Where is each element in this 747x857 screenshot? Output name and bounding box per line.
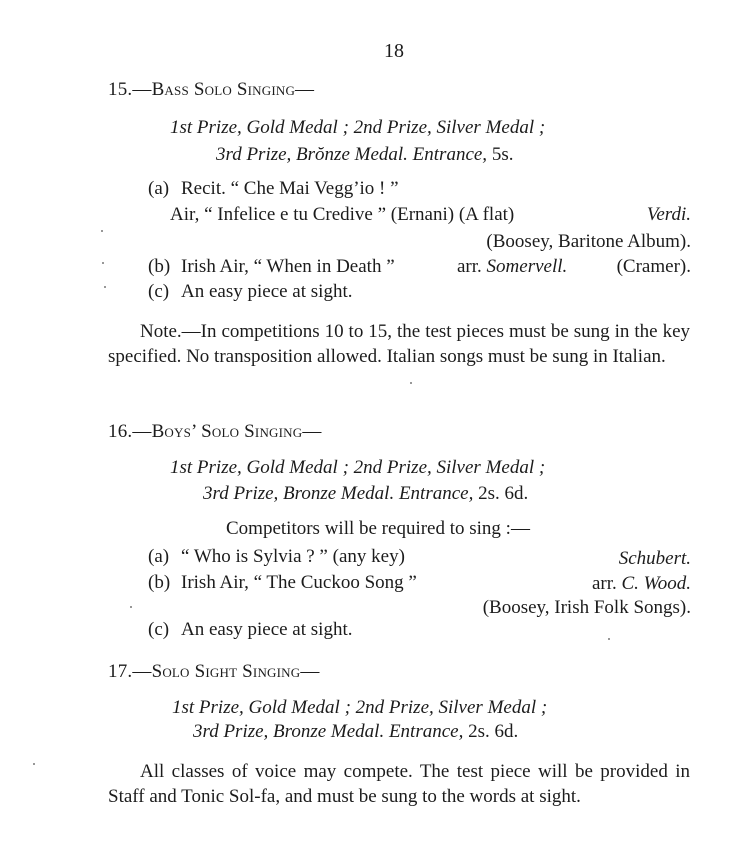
list-item: (a) “ Who is Sylvia ? ” (any key)	[148, 546, 405, 567]
composer-name: Schubert.	[618, 548, 691, 569]
section-title: Solo Sight Singing	[151, 661, 301, 682]
section-15-note: Note.—In competitions 10 to 15, the test pieces must be sung in the key specified. No transposition allowed. Italian songs must be sung in Italian.	[108, 321, 690, 367]
section-16-prizes-line-2: 3rd Prize, Bronze Medal. Entrance, 2s. 6d.	[203, 483, 529, 504]
publisher-note: (Boosey, Baritone Album).	[486, 231, 691, 252]
publisher-note: (Boosey, Irish Folk Songs).	[482, 597, 691, 618]
list-item: (b) Irish Air, “ The Cuckoo Song ”	[148, 572, 417, 593]
scan-speck	[608, 638, 610, 640]
section-number: 17.	[108, 661, 133, 682]
section-15-prizes-line-1: 1st Prize, Gold Medal ; 2nd Prize, Silver Medal ;	[170, 117, 546, 138]
section-title: Bass Solo Singing	[151, 79, 296, 100]
list-item: (c) An easy piece at sight.	[148, 619, 353, 640]
section-17-prizes-line-1: 1st Prize, Gold Medal ; 2nd Prize, Silver Medal ;	[172, 697, 548, 718]
section-16-intro: Competitors will be required to sing :—	[226, 518, 530, 539]
list-item: (b) Irish Air, “ When in Death ”	[148, 256, 395, 277]
scan-speck	[130, 606, 132, 608]
section-17-heading: 17.—Solo Sight Singing—	[108, 661, 320, 682]
scan-speck	[101, 230, 103, 232]
section-number: 16.	[108, 421, 133, 442]
section-number: 15.	[108, 79, 133, 100]
section-15-prizes-line-2: 3rd Prize, Brŏnze Medal. Entrance, 5s.	[216, 144, 514, 165]
page-number: 18	[384, 40, 404, 62]
scan-speck	[33, 763, 35, 765]
section-17-prizes-line-2: 3rd Prize, Bronze Medal. Entrance, 2s. 6d.	[193, 721, 519, 742]
scan-speck	[102, 262, 104, 264]
section-16-prizes-line-1: 1st Prize, Gold Medal ; 2nd Prize, Silver Medal ;	[170, 457, 546, 478]
publisher-note: (Cramer).	[616, 256, 691, 277]
list-item: (a) Recit. “ Che Mai Vegg’io ! ”	[148, 178, 399, 199]
section-15-heading: 15.—Bass Solo Singing—	[108, 79, 315, 100]
composer-name: Verdi.	[646, 204, 691, 225]
arranger: arr. C. Wood.	[591, 573, 691, 594]
section-title: Boys’ Solo Singing	[151, 421, 303, 442]
scan-speck	[104, 286, 106, 288]
scan-speck	[410, 382, 412, 384]
list-item: (c) An easy piece at sight.	[148, 281, 353, 302]
arranger: arr. Somervell.	[457, 256, 568, 277]
list-item-text: Air, “ Infelice e tu Credive ” (Ernani) (A flat)	[170, 204, 515, 225]
section-16-heading: 16.—Boys’ Solo Singing—	[108, 421, 322, 442]
section-17-note: All classes of voice may compete. The test piece will be provided in Staff and Tonic Sol-fa, and must be sung to the words at sight.	[108, 761, 690, 807]
